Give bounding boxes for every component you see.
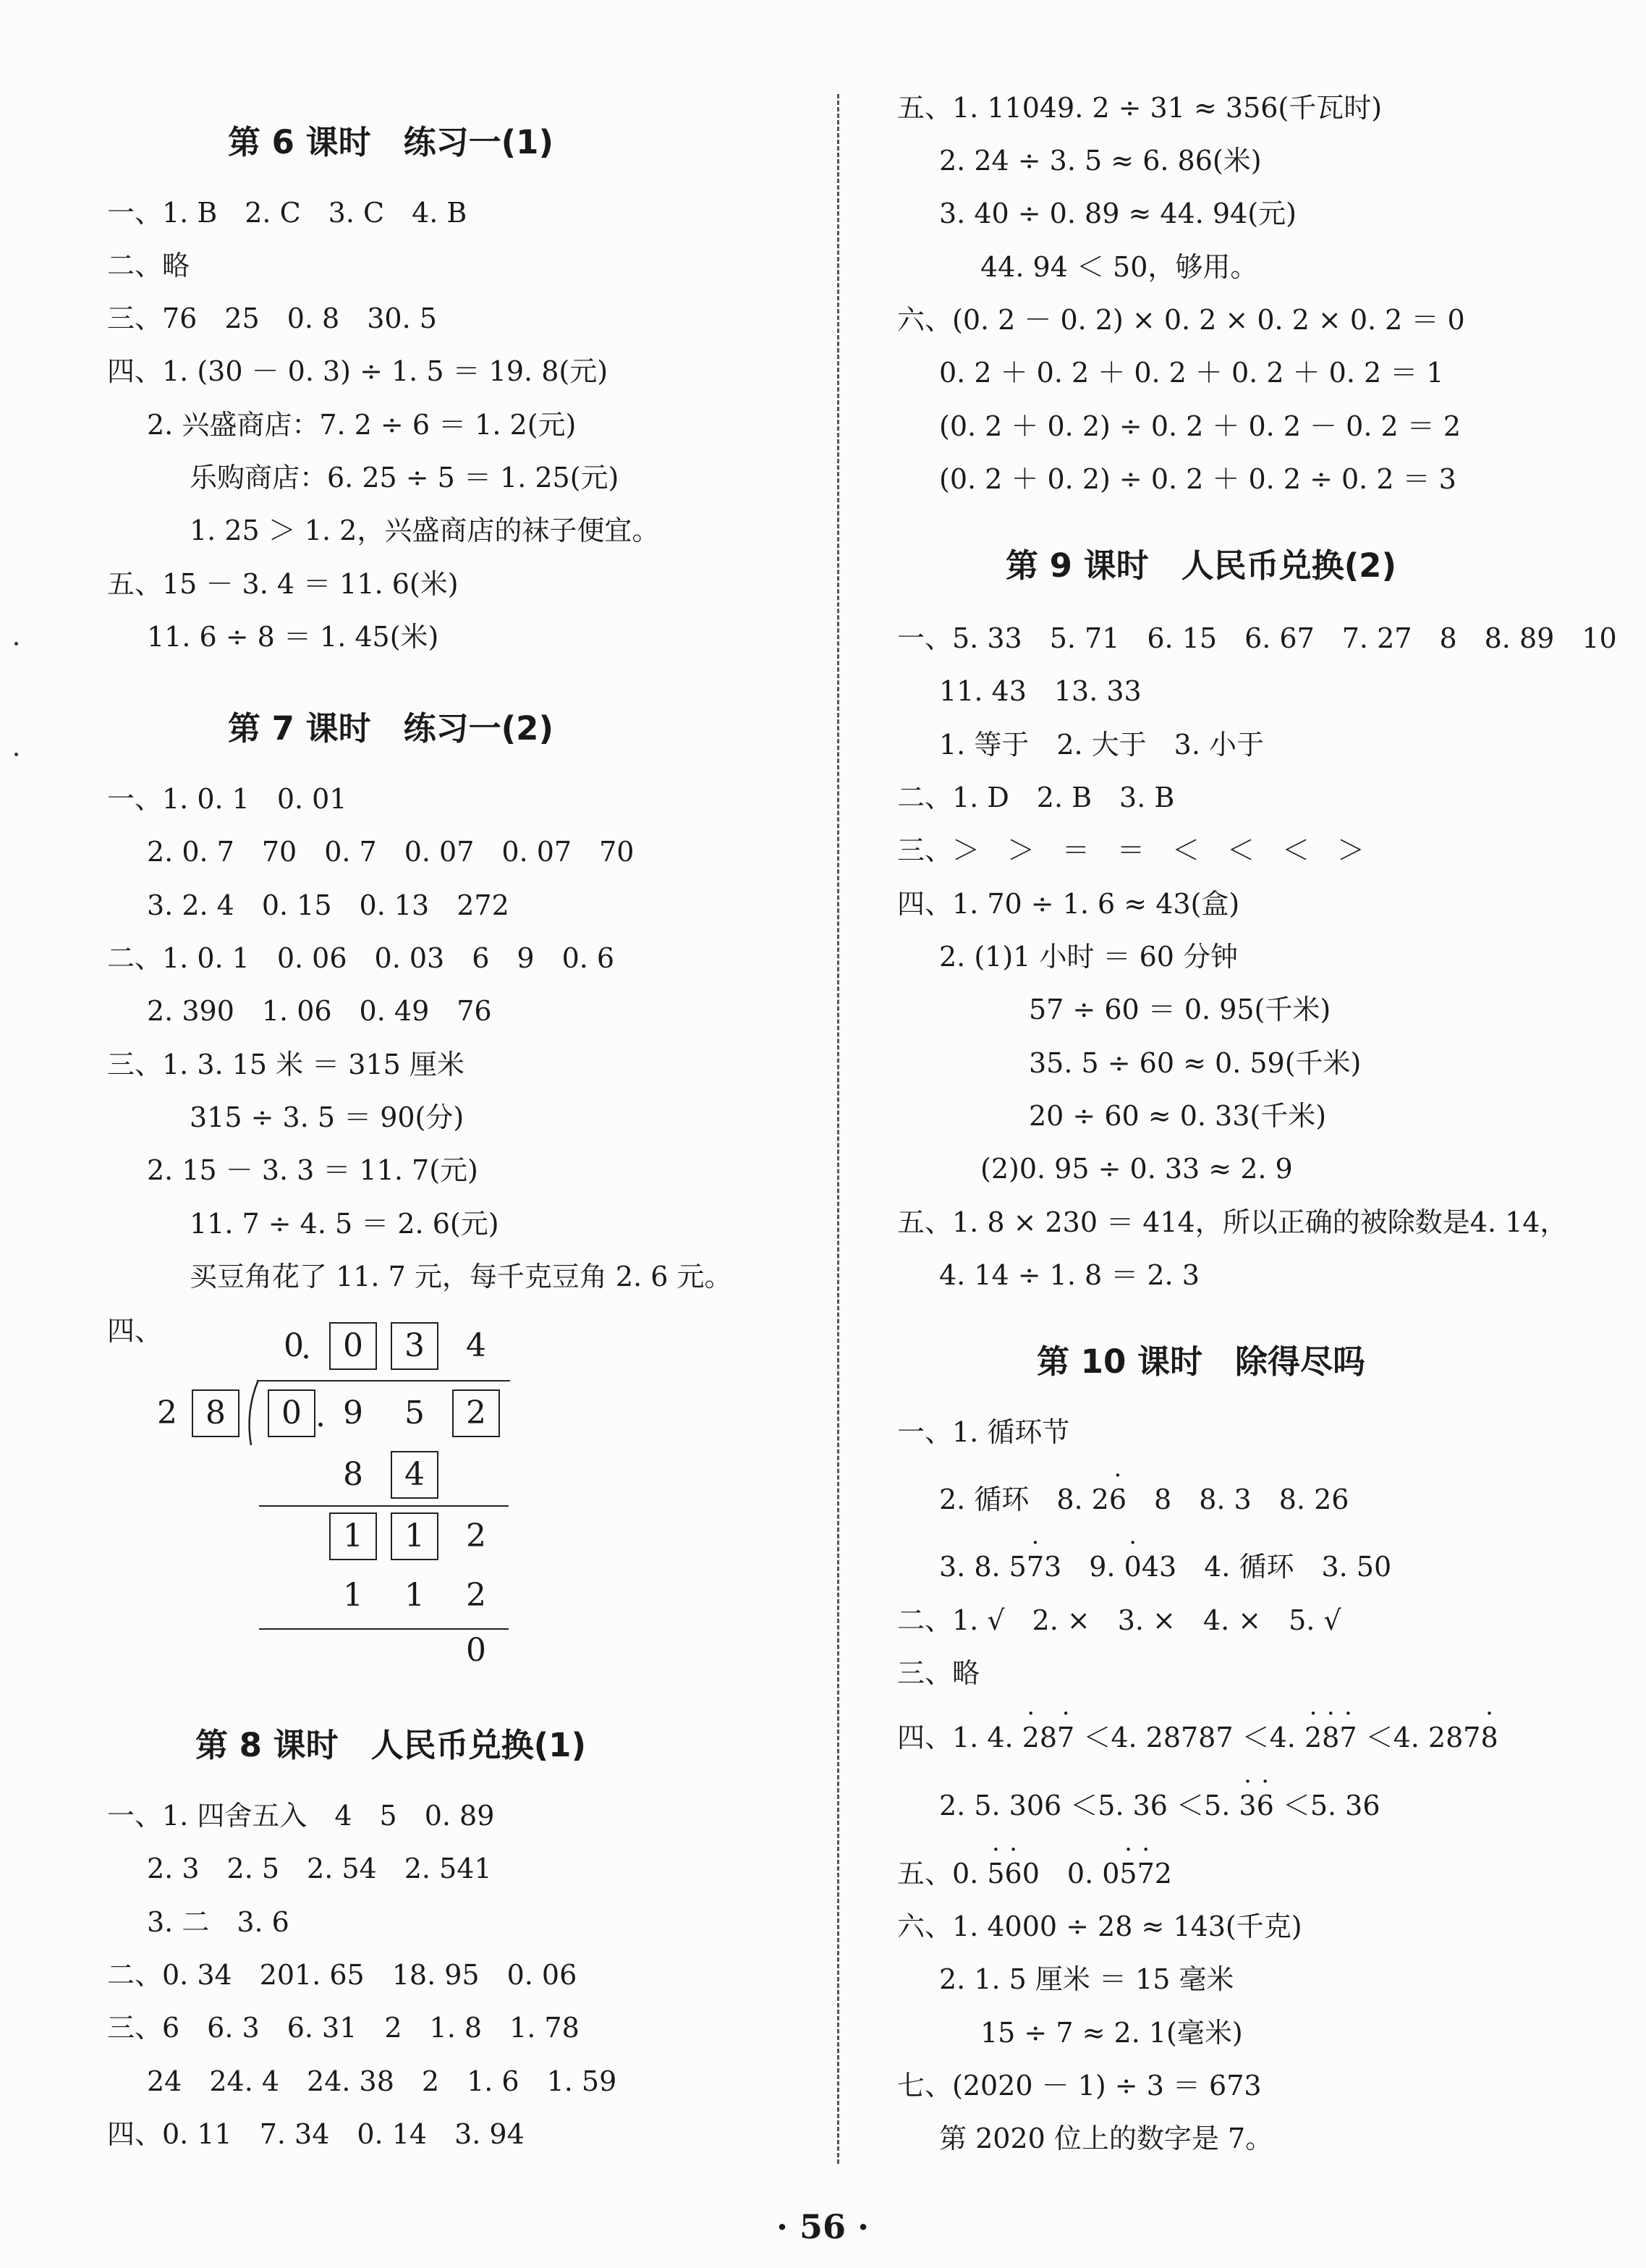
column-divider <box>837 94 839 2164</box>
lesson9-line: 57 ÷ 60 ＝ 0. 95(千米) <box>1029 994 1331 1025</box>
lesson8-line: 0. 2 ＋ 0. 2 ＋ 0. 2 ＋ 0. 2 ＋ 0. 2 ＝ 1 <box>939 357 1444 389</box>
lesson7-line: 3. 2. 4 0. 15 0. 13 272 <box>147 889 509 921</box>
lesson6-line: 2. 兴盛商店：7. 2 ÷ 6 ＝ 1. 2(元) <box>147 409 577 441</box>
lesson6-line: 三、76 25 0. 8 30. 5 <box>107 302 437 334</box>
lesson8-line: 3. 40 ÷ 0. 89 ≈ 44. 94(元) <box>939 198 1297 229</box>
lesson8-line: 六、(0. 2 － 0. 2) × 0. 2 × 0. 2 × 0. 2 ＝ 0 <box>897 304 1465 336</box>
lesson7-title: 第 7 课时 练习一(2) <box>227 709 554 748</box>
lesson8-title: 第 8 课时 人民币兑换(1) <box>195 1726 587 1764</box>
product-digit: 4 <box>404 1456 425 1493</box>
lesson9-line: 35. 5 ÷ 60 ≈ 0. 59(千米) <box>1029 1047 1362 1079</box>
lesson7-line: 四、 <box>107 1315 163 1347</box>
division-bracket <box>242 1379 264 1447</box>
lesson6-line: 二、略 <box>107 250 190 282</box>
lesson6-title: 第 6 课时 练习一(1) <box>227 123 554 161</box>
page-number: · 56 · <box>776 2207 870 2246</box>
lesson10-line: 第 2020 位上的数字是 7。 <box>939 2123 1273 2154</box>
remainder-digit: 2 <box>466 1518 486 1554</box>
lesson10-line: 一、1. 循环节 <box>897 1416 1070 1448</box>
lesson10-line: 三、略 <box>897 1657 980 1689</box>
divisor-digit: 8 <box>205 1395 226 1431</box>
final-remainder: 0 <box>466 1632 486 1669</box>
lesson10-line: 2. 1. 5 厘米 ＝ 15 毫米 <box>939 1963 1234 1995</box>
lesson8-line: (0. 2 ＋ 0. 2) ÷ 0. 2 ＋ 0. 2 － 0. 2 ＝ 2 <box>939 410 1462 442</box>
lesson8-line: 2. 24 ÷ 3. 5 ≈ 6. 86(米) <box>939 145 1262 177</box>
lesson10-line: 七、(2020 － 1) ÷ 3 ＝ 673 <box>897 2070 1262 2102</box>
lesson6-line: 一、1. B 2. C 3. C 4. B <box>107 197 467 229</box>
lesson8-line: 四、0. 11 7. 34 0. 14 3. 94 <box>107 2118 525 2150</box>
lesson6-line: 11. 6 ÷ 8 ＝ 1. 45(米) <box>147 621 439 653</box>
lesson7-line: 一、1. 0. 1 0. 01 <box>107 783 347 815</box>
lesson10-line: 2. 5. 306 ＜5. 36 ＜5. · 3· 6 ＜5. 36 <box>939 1792 1380 1819</box>
lesson8-line: 三、6 6. 3 6. 31 2 1. 8 1. 78 <box>107 2012 580 2044</box>
lesson10-line: 3. 8. 5· 73 9. · 043 4. 循环 3. 50 <box>939 1553 1391 1581</box>
lesson10-line: 二、1. √ 2. × 3. × 4. × 5. √ <box>897 1604 1341 1636</box>
quotient-digit: 4 <box>466 1327 486 1364</box>
lesson10-line: 四、1. 4. · 28· 7 ＜4. 28787 ＜4. · 2· 8· 7 ＜4. 287· 8 <box>897 1724 1498 1751</box>
lesson8-line: (0. 2 ＋ 0. 2) ÷ 0. 2 ＋ 0. 2 ÷ 0. 2 ＝ 3 <box>939 463 1456 495</box>
margin-mark <box>14 642 18 646</box>
product-digit: 2 <box>466 1577 486 1614</box>
lesson9-line: 20 ÷ 60 ≈ 0. 33(千米) <box>1029 1100 1327 1132</box>
lesson9-line: 11. 43 13. 33 <box>939 675 1142 707</box>
lesson8-line: 五、1. 11049. 2 ÷ 31 ≈ 356(千瓦时) <box>897 92 1383 124</box>
lesson6-line: 乐购商店：6. 25 ÷ 5 ＝ 1. 25(元) <box>190 462 619 494</box>
dividend-digit: 5 <box>404 1395 425 1431</box>
quotient-digit: 0 <box>343 1327 363 1364</box>
quotient-point: . <box>301 1329 311 1366</box>
remainder-digit: 1 <box>404 1518 425 1554</box>
subtraction-line <box>259 1505 509 1507</box>
lesson9-line: 二、1. D 2. B 3. B <box>897 782 1175 813</box>
lesson9-line: 4. 14 ÷ 1. 8 ＝ 2. 3 <box>939 1259 1200 1291</box>
quotient-digit: 0 <box>284 1327 304 1364</box>
lesson9-line: 1. 等于 2. 大于 3. 小于 <box>939 729 1265 761</box>
lesson8-line: 一、1. 四舍五入 4 5 0. 89 <box>107 1800 495 1832</box>
lesson9-line: 2. (1)1 小时 ＝ 60 分钟 <box>939 941 1239 973</box>
lesson9-line: (2)0. 95 ÷ 0. 33 ≈ 2. 9 <box>980 1153 1293 1185</box>
lesson10-line: 六、1. 4000 ÷ 28 ≈ 143(千克) <box>897 1911 1302 1942</box>
dividend-digit: 2 <box>466 1395 486 1431</box>
lesson7-line: 2. 390 1. 06 0. 49 76 <box>147 995 492 1027</box>
product-digit: 1 <box>404 1577 425 1614</box>
lesson8-line: 44. 94 ＜ 50，够用。 <box>980 251 1258 283</box>
lesson10-line: 2. 循环 8. 2· 6 8 8. 3 8. 26 <box>939 1486 1349 1513</box>
lesson9-line: 三、＞ ＞ ＝ ＝ ＜ ＜ ＜ ＞ <box>897 834 1365 866</box>
lesson6-line: 1. 25 ＞ 1. 2，兴盛商店的袜子便宜。 <box>190 515 660 546</box>
lesson8-line: 24 24. 4 24. 38 2 1. 6 1. 59 <box>147 2065 617 2097</box>
lesson9-line: 一、5. 33 5. 71 6. 15 6. 67 7. 27 8 8. 89 10 <box>897 622 1617 654</box>
lesson7-line: 2. 15 － 3. 3 ＝ 11. 7(元) <box>147 1154 478 1186</box>
dividend-point: . <box>315 1397 326 1434</box>
lesson10-line: 五、0. · 5· 60 0. 0· 5· 72 <box>897 1860 1172 1887</box>
product-digit: 8 <box>343 1456 363 1493</box>
divisor-digit: 2 <box>157 1395 177 1431</box>
dividend-digit: 9 <box>343 1395 363 1431</box>
lesson7-line: 买豆角花了 11. 7 元，每千克豆角 2. 6 元。 <box>190 1261 732 1292</box>
remainder-digit: 1 <box>343 1518 363 1554</box>
lesson7-line: 2. 0. 7 70 0. 7 0. 07 0. 07 70 <box>147 836 635 868</box>
lesson10-line: 15 ÷ 7 ≈ 2. 1(毫米) <box>980 2017 1243 2049</box>
division-bracket-top <box>257 1380 510 1381</box>
dividend-digit: 0 <box>281 1395 302 1431</box>
margin-mark <box>14 753 18 756</box>
lesson7-line: 315 ÷ 3. 5 ＝ 90(分) <box>190 1101 464 1133</box>
quotient-digit: 3 <box>404 1327 425 1364</box>
lesson7-line: 11. 7 ÷ 4. 5 ＝ 2. 6(元) <box>190 1208 499 1240</box>
lesson8-line: 二、0. 34 201. 65 18. 95 0. 06 <box>107 1959 577 1991</box>
lesson8-line: 3. 二 3. 6 <box>147 1906 289 1938</box>
lesson9-line: 四、1. 70 ÷ 1. 6 ≈ 43(盒) <box>897 888 1240 920</box>
lesson6-line: 五、15 － 3. 4 ＝ 11. 6(米) <box>107 568 459 600</box>
lesson9-line: 五、1. 8 × 230 ＝ 414，所以正确的被除数是4. 14， <box>897 1206 1568 1238</box>
lesson7-line: 三、1. 3. 15 米 ＝ 315 厘米 <box>107 1049 464 1080</box>
lesson10-title: 第 10 课时 除得尽吗 <box>1037 1342 1365 1381</box>
lesson9-title: 第 9 课时 人民币兑换(2) <box>1005 546 1397 585</box>
lesson6-line: 四、1. (30 － 0. 3) ÷ 1. 5 ＝ 19. 8(元) <box>107 355 608 387</box>
lesson7-line: 二、1. 0. 1 0. 06 0. 03 6 9 0. 6 <box>107 942 615 974</box>
lesson8-line: 2. 3 2. 5 2. 54 2. 541 <box>147 1853 492 1884</box>
product-digit: 1 <box>343 1577 363 1614</box>
